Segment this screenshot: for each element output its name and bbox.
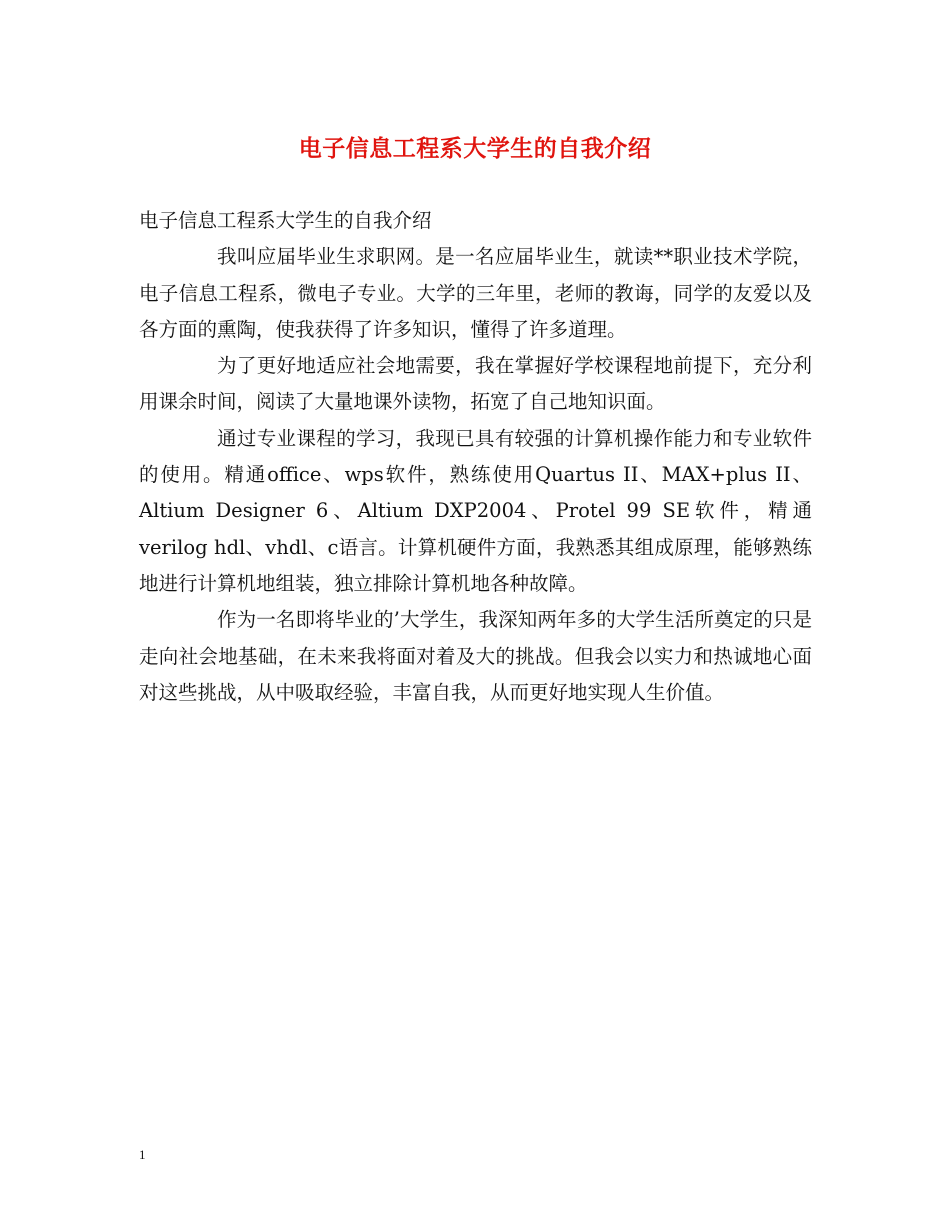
paragraph-outlook: 作为一名即将毕业的’大学生，我深知两年多的大学生活所奠定的只是走向社会地基础，在未来我将面对着及大的挑战。但我会以实力和热诚地心面对这些挑战，从中吸取经验，丰富自我，从而更好地实现人生价值。 xyxy=(139,608,812,704)
paragraph-skills: 通过专业课程的学习，我现已具有较强的计算机操作能力和专业软件的使用。精通office、wps软件，熟练使用Quartus II、MAX+plus II、Altium Designer 6、Altium DXP2004、Protel 99 SE软件，精通verilog hdl、vhdl、c语言。计算机硬件方面，我熟悉其组成原理，能够熟练地进行计算机地组装，独立排除计算机地各种故障。 xyxy=(139,426,812,595)
document-body xyxy=(139,203,812,711)
document-title: 电子信息工程系大学生的自我介绍 xyxy=(298,135,652,162)
document-subtitle: 电子信息工程系大学生的自我介绍 xyxy=(139,209,432,232)
page-number: 1 xyxy=(139,1147,146,1162)
paragraph-study: 为了更好地适应社会地需要，我在掌握好学校课程地前提下，充分利用课余时间，阅读了大量地课外读物，拓宽了自己地知识面。 xyxy=(139,354,812,414)
paragraph-intro: 我叫应届毕业生求职网。是一名应届毕业生，就读**职业技术学院，电子信息工程系，微电子专业。大学的三年里，老师的教诲，同学的友爱以及各方面的熏陶，使我获得了许多知识，懂得了许多道理。 xyxy=(139,245,812,341)
